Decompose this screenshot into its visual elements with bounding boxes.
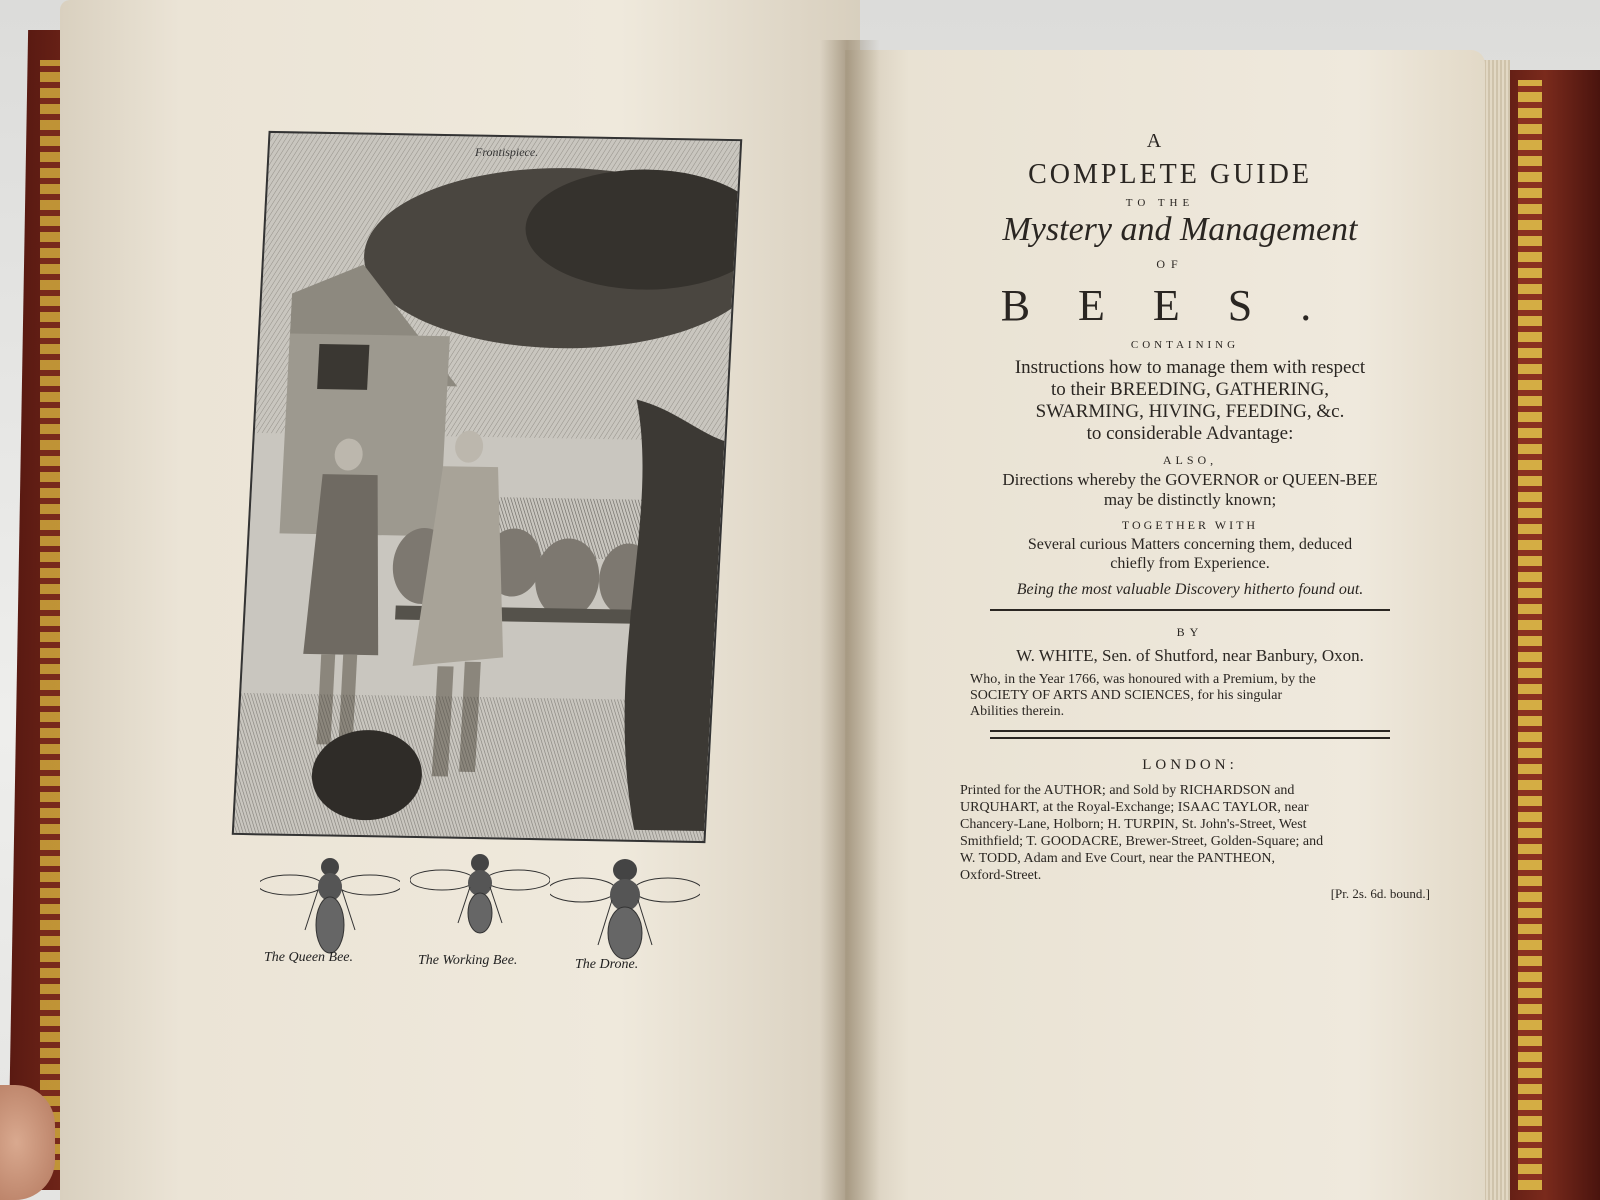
directions-line: Directions whereby the GOVERNOR or QUEEN-BEE xyxy=(1002,470,1378,489)
working-bee-label: The Working Bee. xyxy=(418,953,518,968)
title-who xyxy=(930,672,1450,720)
title-containing: CONTAINING xyxy=(1130,339,1240,351)
drone-illustration xyxy=(550,845,700,965)
imprint-line: URQUHART, at the Royal-Exchange; ISAAC TAYLOR, near xyxy=(960,800,1309,815)
divider-rule xyxy=(990,609,1390,611)
title-also: ALSO, xyxy=(1162,453,1218,467)
drone-label: The Drone. xyxy=(575,957,639,972)
title-complete-guide: COMPLETE GUIDE xyxy=(1028,159,1312,190)
title-mystery: Mystery and Management xyxy=(1002,211,1358,248)
queen-bee-illustration xyxy=(260,845,400,955)
directions-line: may be distinctly known; xyxy=(1103,490,1277,509)
title-several xyxy=(930,535,1450,573)
title-bees: BEES. xyxy=(1000,281,1360,330)
title-imprint xyxy=(930,782,1450,884)
several-line: chiefly from Experience. xyxy=(1110,555,1270,572)
imprint-line: Smithfield; T. GOODACRE, Brewer-Street, Golden-Square; and xyxy=(960,834,1324,849)
title-directions xyxy=(930,470,1450,510)
instructions-line: SWARMING, HIVING, FEEDING, &c. xyxy=(1035,401,1345,422)
title-to-the: TO THE xyxy=(1125,197,1195,209)
holding-thumb xyxy=(0,1085,55,1200)
working-bee-illustration xyxy=(410,845,550,955)
queen-bee-label: The Queen Bee. xyxy=(264,950,354,965)
title-by: BY xyxy=(1176,625,1204,639)
left-gilt-edge xyxy=(40,60,62,1170)
instructions-line: to their BREEDING, GATHERING, xyxy=(1050,379,1330,400)
frontispiece-engraving xyxy=(232,131,743,843)
imprint-line: Chancery-Lane, Holborn; H. TURPIN, St. John's-Street, West xyxy=(960,817,1307,832)
right-gilt-edge xyxy=(1518,80,1542,1190)
book-gutter xyxy=(820,40,880,1200)
who-line: Who, in the Year 1766, was honoured with a Premium, by the xyxy=(970,672,1316,687)
title-being: Being the most valuable Discovery hitherto found out. xyxy=(1016,581,1364,598)
double-divider-rule xyxy=(990,730,1390,739)
title-price: [Pr. 2s. 6d. bound.] xyxy=(1330,886,1430,901)
title-page-text xyxy=(930,130,1450,902)
title-instructions xyxy=(930,357,1450,445)
title-together-with: TOGETHER WITH xyxy=(1121,518,1259,532)
several-line: Several curious Matters concerning them, deduced xyxy=(1027,536,1353,553)
title-a: A xyxy=(1146,130,1164,152)
instructions-line: Instructions how to manage them with respect xyxy=(1014,357,1366,378)
bee-illustrations xyxy=(250,845,710,985)
imprint-line: Oxford-Street. xyxy=(960,868,1042,883)
imprint-line: W. TODD, Adam and Eve Court, near the PANTHEON, xyxy=(960,851,1275,866)
title-london: LONDON: xyxy=(1142,757,1238,773)
frontispiece-caption: Frontispiece. xyxy=(475,145,539,159)
imprint-line: Printed for the AUTHOR; and Sold by RICHARDSON and xyxy=(960,783,1295,798)
instructions-line: to considerable Advantage: xyxy=(1086,423,1294,444)
title-author: W. WHITE, Sen. of Shutford, near Banbury, Oxon. xyxy=(1016,646,1364,665)
who-line: Abilities therein. xyxy=(970,704,1065,719)
who-line: SOCIETY OF ARTS AND SCIENCES, for his singular xyxy=(970,688,1283,703)
title-of: OF xyxy=(1156,257,1184,271)
